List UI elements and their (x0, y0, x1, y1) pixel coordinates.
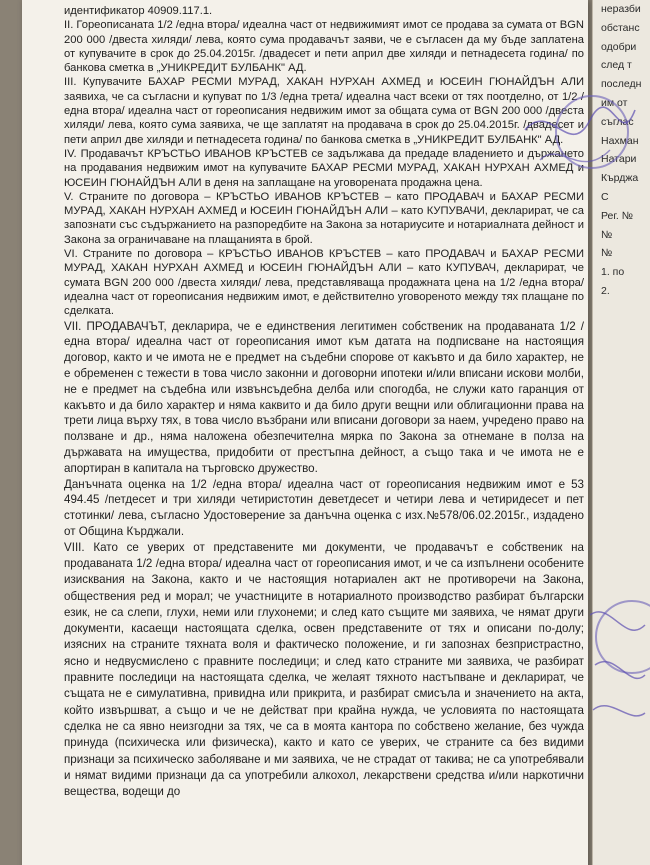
next-page-line: неразби (601, 3, 641, 15)
next-page-line (597, 395, 650, 414)
next-page-line: одобри (601, 40, 637, 53)
next-page-line: № (601, 228, 613, 241)
document-text (64, 4, 584, 800)
next-page-line: № (601, 247, 613, 260)
clause-5: V. Страните по договора – КРЪСТЬО ИВАНОВ КРЪСТЕВ – като ПРОДАВАЧ и БАХАР РЕСМИ МУРАД, ХАКАН НУРХАН АХМЕД и ЮСЕИН ГЮНАЙДЪН АЛИ – като КУПУВАЧИ, декларират, че са запознати със съдържанието на разпоредбите на Закона за нотариусите и нотариалната дейност и Закона за ограничаване на плащанията в брой. (64, 190, 584, 246)
tax-assessment: Данъчната оценка на 1/2 /една втора/ идеална част от гореописания недвижим имот е 53 494.45 /петдесет и три хиляди четиристотин деветдесет и четири лева и четиридесет и пет стотинки/ лева, съгласно Удостоверение за данъчна оценка с изх.№578/06.02.2015г., издадено от Община Кърджали. (64, 477, 584, 538)
next-page-line (597, 526, 650, 545)
clause-3: III. Купувачите БАХАР РЕСМИ МУРАД, ХАКАН НУРХАН АХМЕД и ЮСЕИН ГЮНАЙДЪН АЛИ заявиха, че са съгласни и купуват по 1/3 /една трета/ идеална част всеки от тях поотделно, от 1/2 /една втора/ идеална част от гореописания недвижим имот за общата сума от BGN 200 000 /двеста хиляди/ лева, която сума заявиха, че ще заплатят на продавача в срок до 25.04.2015г. /двадесет и пети април две хиляди и петнадесета година/ по банкова сметка в „УНИКРЕДИТ БУЛБАНК" АД. (64, 76, 584, 146)
next-page-line (597, 301, 650, 320)
next-page-line: им от (601, 96, 628, 109)
next-page-line (597, 451, 650, 470)
clause-7: VII. ПРОДАВАЧЪТ, декларира, че е единствения легитимен собственик на продаваната 1/2 /една втора/ идеална част от гореописания имот към датата на подписване на настоящия договор, както и че имота не е предмет на съдебни спорове от какъвто и да било характер, не е обременен с тежести в това число законни и договорни ипотеки и/или вписани искови молби, не е предмет на съдебна или извънсъдебна делба или спогодба, не служи като гаранция от какъвто и да било характер и няма каквито и да било други вещни или облигационни права на трети лица върху тях, в това число възбрани или вписани договори за наем, учредено право на ползване и др., няма наложена обезпечителна мярка по Закона за отнемане в полза на държавата на имущества, придобити от престъпна дейност, а също така и че имота не е апортиран в капитала на търговско дружество. (64, 319, 584, 475)
next-page-line (597, 564, 650, 583)
next-page-line: 1. по (601, 266, 625, 279)
next-page-line: обстанс (601, 21, 640, 34)
next-page-line: Рег. № (601, 209, 634, 222)
next-page-line (597, 470, 650, 489)
next-page-line: Нахман (601, 134, 639, 147)
next-page-line: съглас (601, 115, 634, 128)
signature-scribble-top (520, 90, 640, 190)
next-page-line (597, 376, 650, 395)
signature-scribble-bottom (585, 595, 650, 735)
next-page-line: Кърджа (601, 172, 639, 185)
next-page-line (597, 489, 650, 508)
clause-4: IV. Продавачът КРЪСТЬО ИВАНОВ КРЪСТЕВ се задължава да предаде владението и държането на продавания недвижим имот на купувачите БАХАР РЕСМИ МУРАД, ХАКАН НУРХАН АХМЕД и ЮСЕИН ГЮНАЙДЪН АЛИ в деня на заплащане на уговорената продажна цена. (64, 147, 584, 189)
next-page-line (597, 508, 650, 527)
next-page-line (597, 432, 650, 451)
cadastral-id-line: идентификатор 40909.117.1. (64, 5, 213, 17)
clause-2: II. Гореописаната 1/2 /една втора/ идеална част от недвижимият имот се продава за сумата от BGN 200 000 /двеста хиляди/ лева, която сума продавачът заяви, че е съгласен да му бъде заплатена от купувачите в срок до 25.04.2015г. /двадесет и пети април две хиляди и петнадесета година/ по банкова сметка в „УНИКРЕДИТ БУЛБАНК" АД. (64, 19, 584, 75)
document-page (22, 0, 588, 865)
next-page-line (597, 338, 650, 357)
next-page-line (597, 545, 650, 564)
clause-6: VI. Страните по договора – КРЪСТЬО ИВАНОВ КРЪСТЕВ – като ПРОДАВАЧ и БАХАР РЕСМИ МУРАД, ХАКАН НУРХАН АХМЕД и ЮСЕИН ГЮНАЙДЪН АЛИ – като КУПУВАЧ, декларират, че сумата BGN 200 000 /двеста хиляди/ лева, представляваща продажната цена на 1/2 /една втора/ идеална част от гореописания недвижим имот, е действително уговореното между тях плащане по сделката. (64, 248, 584, 318)
next-page-line: С (601, 190, 609, 203)
next-page-line (597, 357, 650, 376)
next-page-line: последн (601, 78, 642, 91)
next-page-line (597, 320, 650, 339)
next-page-line: 2. (601, 284, 610, 297)
next-page-line (597, 414, 650, 433)
next-page-line: след т (601, 59, 632, 72)
clause-8: VIII. Като се уверих от представените ми документи, че продавачът е собственик на продаваната 1/2 /една втора/ идеална част от гореописания имот, и че са изпълнени особените изисквания на Закона, както и че настоящия нотариален акт не противоречи на Закона, обществения ред и морал; че участниците в нотариалното производство разбират български език, не са слепи, глухи, неми или глухонеми; и след като същите ми заявиха, че нямат други документи, касаещи настоящата сделка, освен представените от тях и описани по-долу; изясних на страните тяхната воля и фактическо положение, и ги запознах безпристрастно, ясно и недвусмислено с правните последици; и след като страните ми заявиха, че разбират правните последици на настоящата сделка, че желаят тяхното настъпване и декларират, че същата не е симулативна, привидна или прикрита, и разбират смисъла и значението на акта, който извършват, а също и че не действат при крайна нужда, че условията по настоящата сделка не са явно неизгодни за тях, че са в моята кантора по собствено желание, без чужда принуда (психическа или физическа), както и като се уверих, че страните са без видими признаци за психическо заболяване и ми заявиха, че не страдат от такива; не са употребявали и нямат видими признаци да са употребили алкохол, лекарствени средства и/или наркотични вещества, водещи до (64, 540, 584, 799)
next-page-line: Натари (601, 153, 637, 166)
